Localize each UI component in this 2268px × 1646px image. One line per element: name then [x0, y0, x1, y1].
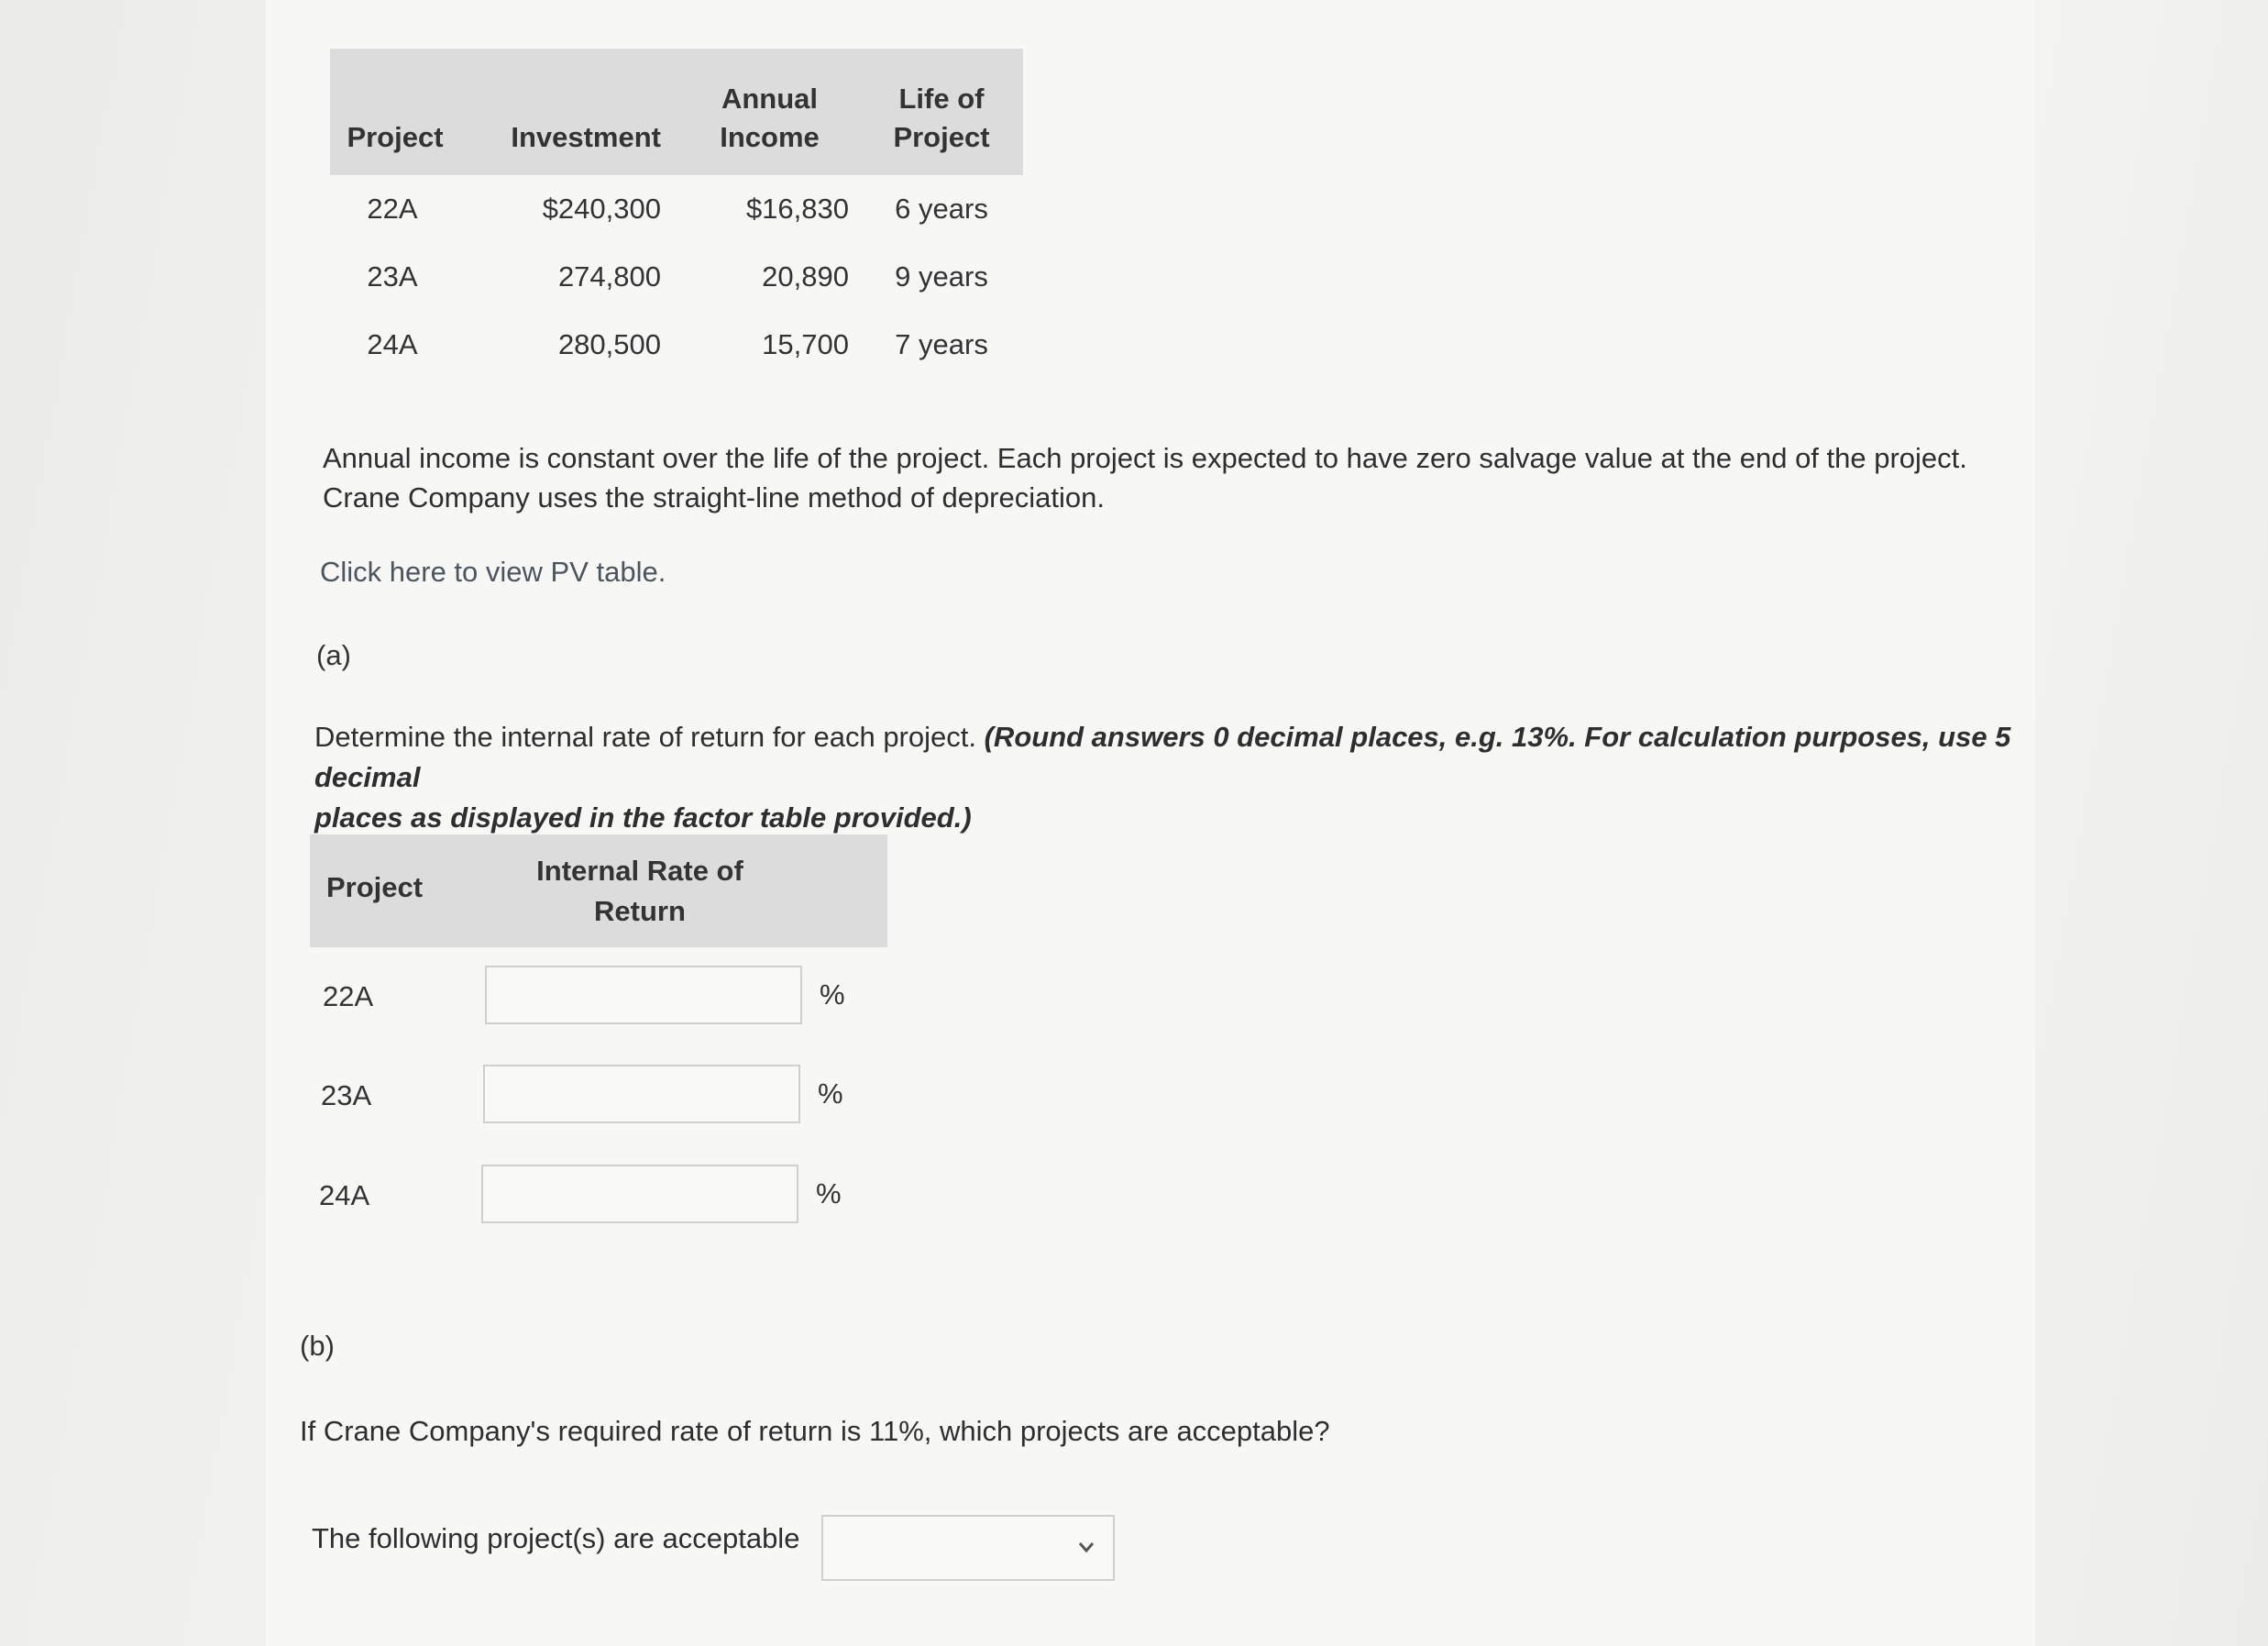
part-b-question: If Crane Company's required rate of return is 11%, which projects are acceptable?: [300, 1415, 1330, 1447]
cell-investment: 274,800: [557, 260, 661, 293]
percent-unit: %: [816, 1177, 842, 1210]
table-row: [330, 243, 1023, 311]
description-line-1: Annual income is constant over the life of the project. Each project is expected to have zero salvage value at the end of the project.: [323, 442, 1967, 474]
header-annual-income-line1: Annual: [721, 83, 819, 115]
header-project: Project: [330, 49, 455, 175]
cell-life: 9 years: [895, 260, 988, 293]
cell-project: 24A: [367, 328, 418, 360]
irr-table-header: [310, 834, 887, 947]
description-line-2: Crane Company uses the straight-line method of depreciation.: [323, 481, 1105, 514]
irr-project-name: 22A: [323, 980, 374, 1012]
cell-life: 7 years: [895, 328, 988, 360]
irr-project-name: 23A: [321, 1079, 372, 1111]
part-a-question: [314, 717, 2056, 838]
cell-project: 22A: [367, 193, 418, 225]
header-life-line2: Project: [893, 121, 990, 153]
part-a-instruction-2: places as displayed in the factor table provided.): [314, 801, 972, 834]
projects-table-header: [330, 49, 1023, 175]
table-row: [330, 311, 1023, 379]
table-row: [330, 175, 1023, 243]
acceptable-projects-select[interactable]: [821, 1515, 1115, 1581]
percent-unit: %: [818, 1077, 843, 1110]
cell-income: 15,700: [762, 328, 849, 360]
header-life-line1: Life of: [898, 83, 985, 115]
part-a-question-text: Determine the internal rate of return for each project.: [314, 721, 976, 753]
header-life-of-project: [860, 49, 1023, 175]
problem-description: [323, 438, 2028, 517]
irr-header-rate: [484, 851, 796, 932]
irr-header-rate-line2: Return: [594, 895, 686, 927]
irr-project-name: 24A: [319, 1179, 370, 1211]
irr-row-24a: [306, 1165, 893, 1229]
part-a-label: (a): [316, 639, 351, 671]
irr-input-24a[interactable]: [481, 1165, 798, 1223]
percent-unit: %: [820, 978, 845, 1011]
acceptable-projects-label: The following project(s) are acceptable: [312, 1522, 800, 1554]
irr-input-22a[interactable]: [485, 966, 802, 1024]
cell-investment: $240,300: [542, 193, 661, 225]
cell-investment: 280,500: [557, 328, 661, 360]
pv-table-link[interactable]: Click here to view PV table.: [320, 556, 666, 588]
irr-row-23a: [308, 1065, 895, 1129]
header-annual-income: [679, 49, 860, 175]
irr-input-23a[interactable]: [483, 1065, 800, 1123]
irr-header-project: Project: [326, 871, 424, 903]
cell-income: 20,890: [762, 260, 849, 293]
part-b-label: (b): [300, 1330, 335, 1362]
header-investment: Investment: [455, 49, 679, 175]
irr-header-rate-line1: Internal Rate of: [536, 855, 743, 887]
irr-row-22a: [310, 966, 897, 1030]
cell-income: $16,830: [745, 193, 849, 225]
cell-life: 6 years: [895, 193, 988, 225]
header-annual-income-line2: Income: [720, 121, 820, 153]
chevron-down-icon: [1073, 1533, 1100, 1561]
part-a-instruction-1: (Round answers 0 decimal places, e.g. 13%. For calculation purposes, use 5 decimal: [314, 721, 2011, 793]
projects-table: [330, 49, 1023, 379]
cell-project: 23A: [367, 260, 418, 293]
